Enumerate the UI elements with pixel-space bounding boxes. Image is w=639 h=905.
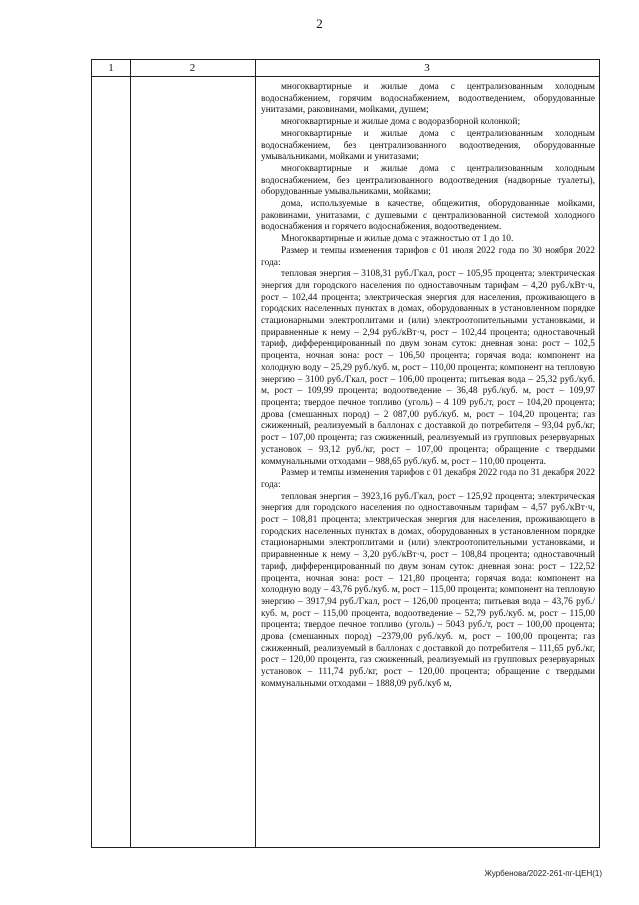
- paragraph: тепловая энергия – 3108,31 руб./Гкал, рост – 105,95 процента; электрическая энергия для городского населения по одноставочным тарифам – 4,20 руб./кВт·ч, рост – 102,44 процента; электрическая энергия для населения, проживающего в городских населенных пунктах в домах, оборудованных в установленном порядке стационарными электроплитами и (или) электроотопительными установками, и приравненные к нему – 2,94 руб./кВт·ч, рост – 102,44 процента; одноставочный тариф, дифференцированный по двум зонам суток: дневная зона: рост – 102,5 процента, ночная зона: рост – 106,50 процента; горячая вода: компонент на холодную воду – 25,29 руб./куб. м, рост – 110,00 процента; компонент на тепловую энергию – 3100 руб./Гкал, рост – 106,00 процента; питьевая вода – 25,32 руб./куб. м, рост – 109,99 процента; водоотведение – 36,48 руб./куб. м, рост – 109,97 процента; твердое печное топливо (уголь) – 4 109 руб./т, рост – 104,20 процента; дрова (смешанных пород) – 2 087,00 руб./куб. м, рост – 104,20 процента; газ сжиженный, реализуемый в баллонах с доставкой до потребителя – 93,04 руб./кг, рост – 107,00 процента; газ сжиженный, реализуемый из групповых резервуарных установок – 93,12 руб./кг, рост – 107,00 процента; обращение с твердыми коммунальными отходами – 988,65 руб./куб. м, рост – 110,00 процента.: [261, 269, 595, 467]
- column-3-content: [261, 82, 595, 691]
- paragraph: дома, используемые в качестве, общежития, оборудованные мойками, раковинами, унитазами, с душевыми с централизованной системой холодного водоснабжения и горячего водоснабжения, водоотведением.: [261, 199, 595, 233]
- paragraph: многоквартирные и жилые дома с централизованным холодным водоснабжением, без централизованного водоотведения (надворные туалеты), оборудованные умывальниками, мойками;: [261, 163, 595, 198]
- tariff-table: [91, 59, 600, 848]
- paragraph: тепловая энергия – 3923,16 руб./Гкал, рост – 125,92 процента; электрическая энергия для городского населения по одноставочным тарифам – 4,57 руб./кВт·ч, рост – 108,81 процента; электрическая энергия для населения, проживающего в городских населенных пунктах в домах, оборудованных в установленном порядке стационарными электроплитами и (или) электроотопительными установками, и приравненные к нему – 3,20 руб./кВт·ч, рост – 108,84 процента; одноставочный тариф, дифференцированный по двум зонам суток: дневная зона: рост – 122,52 процента, ночная зона: рост – 121,80 процента; горячая вода: компонент на холодную воду – 43,76 руб./куб. м, рост – 115,00 процента; компонент на тепловую энергию – 3917,94 руб./Гкал, рост – 126,00 процента; питьевая вода – 43,76 руб./куб. м, рост – 115,00 процента, водоотведение – 52,79 руб./куб. м, рост – 115,00 процента; твердое печное топливо (уголь) – 5043 руб./т, рост – 100,00 процента; дрова (смешанных пород) –2379,00 руб./куб. м, рост – 100,00 процента; газ сжиженный, реализуемый в баллонах с доставкой до потребителя – 111,65 руб./кг, рост – 120,00 процента, газ сжиженный, реализуемый из групповых резервуарных установок – 111,74 руб./кг, рост – 120,00 процента; обращение с твердыми коммунальными отходами – 1888,09 руб./куб м,: [261, 491, 595, 689]
- paragraph: многоквартирные и жилые дома с централизованным холодным водоснабжением, без централизованного водоотведения, оборудованные умывальниками, мойками и унитазами;: [261, 128, 595, 163]
- column-divider-1: [130, 60, 131, 847]
- paragraph: многоквартирные и жилые дома с централизованным холодным водоснабжением, горячим водоснабжением, водоотведением, оборудованные унитазами, раковинами, мойками, душем;: [261, 82, 595, 116]
- table-header-row: [92, 60, 599, 77]
- paragraph: Размер и темпы изменения тарифов с 01 декабря 2022 года по 31 декабря 2022 года:: [261, 468, 595, 490]
- paragraph: Многоквартирные и жилые дома с этажностью от 1 до 10.: [281, 234, 514, 245]
- header-col-3: 3: [424, 62, 430, 74]
- column-divider-2: [255, 60, 256, 847]
- paragraph: Размер и темпы изменения тарифов с 01 июля 2022 года по 30 ноября 2022 года:: [261, 245, 595, 268]
- document-footer-code: Журбенова/2022-261-пг-ЦЕН(1): [484, 869, 602, 878]
- paragraph: многоквартирные и жилые дома с водоразборной колонкой;: [281, 117, 521, 128]
- page-number: 2: [316, 16, 323, 31]
- header-col-2: 2: [189, 62, 196, 74]
- header-col-1: 1: [108, 62, 114, 74]
